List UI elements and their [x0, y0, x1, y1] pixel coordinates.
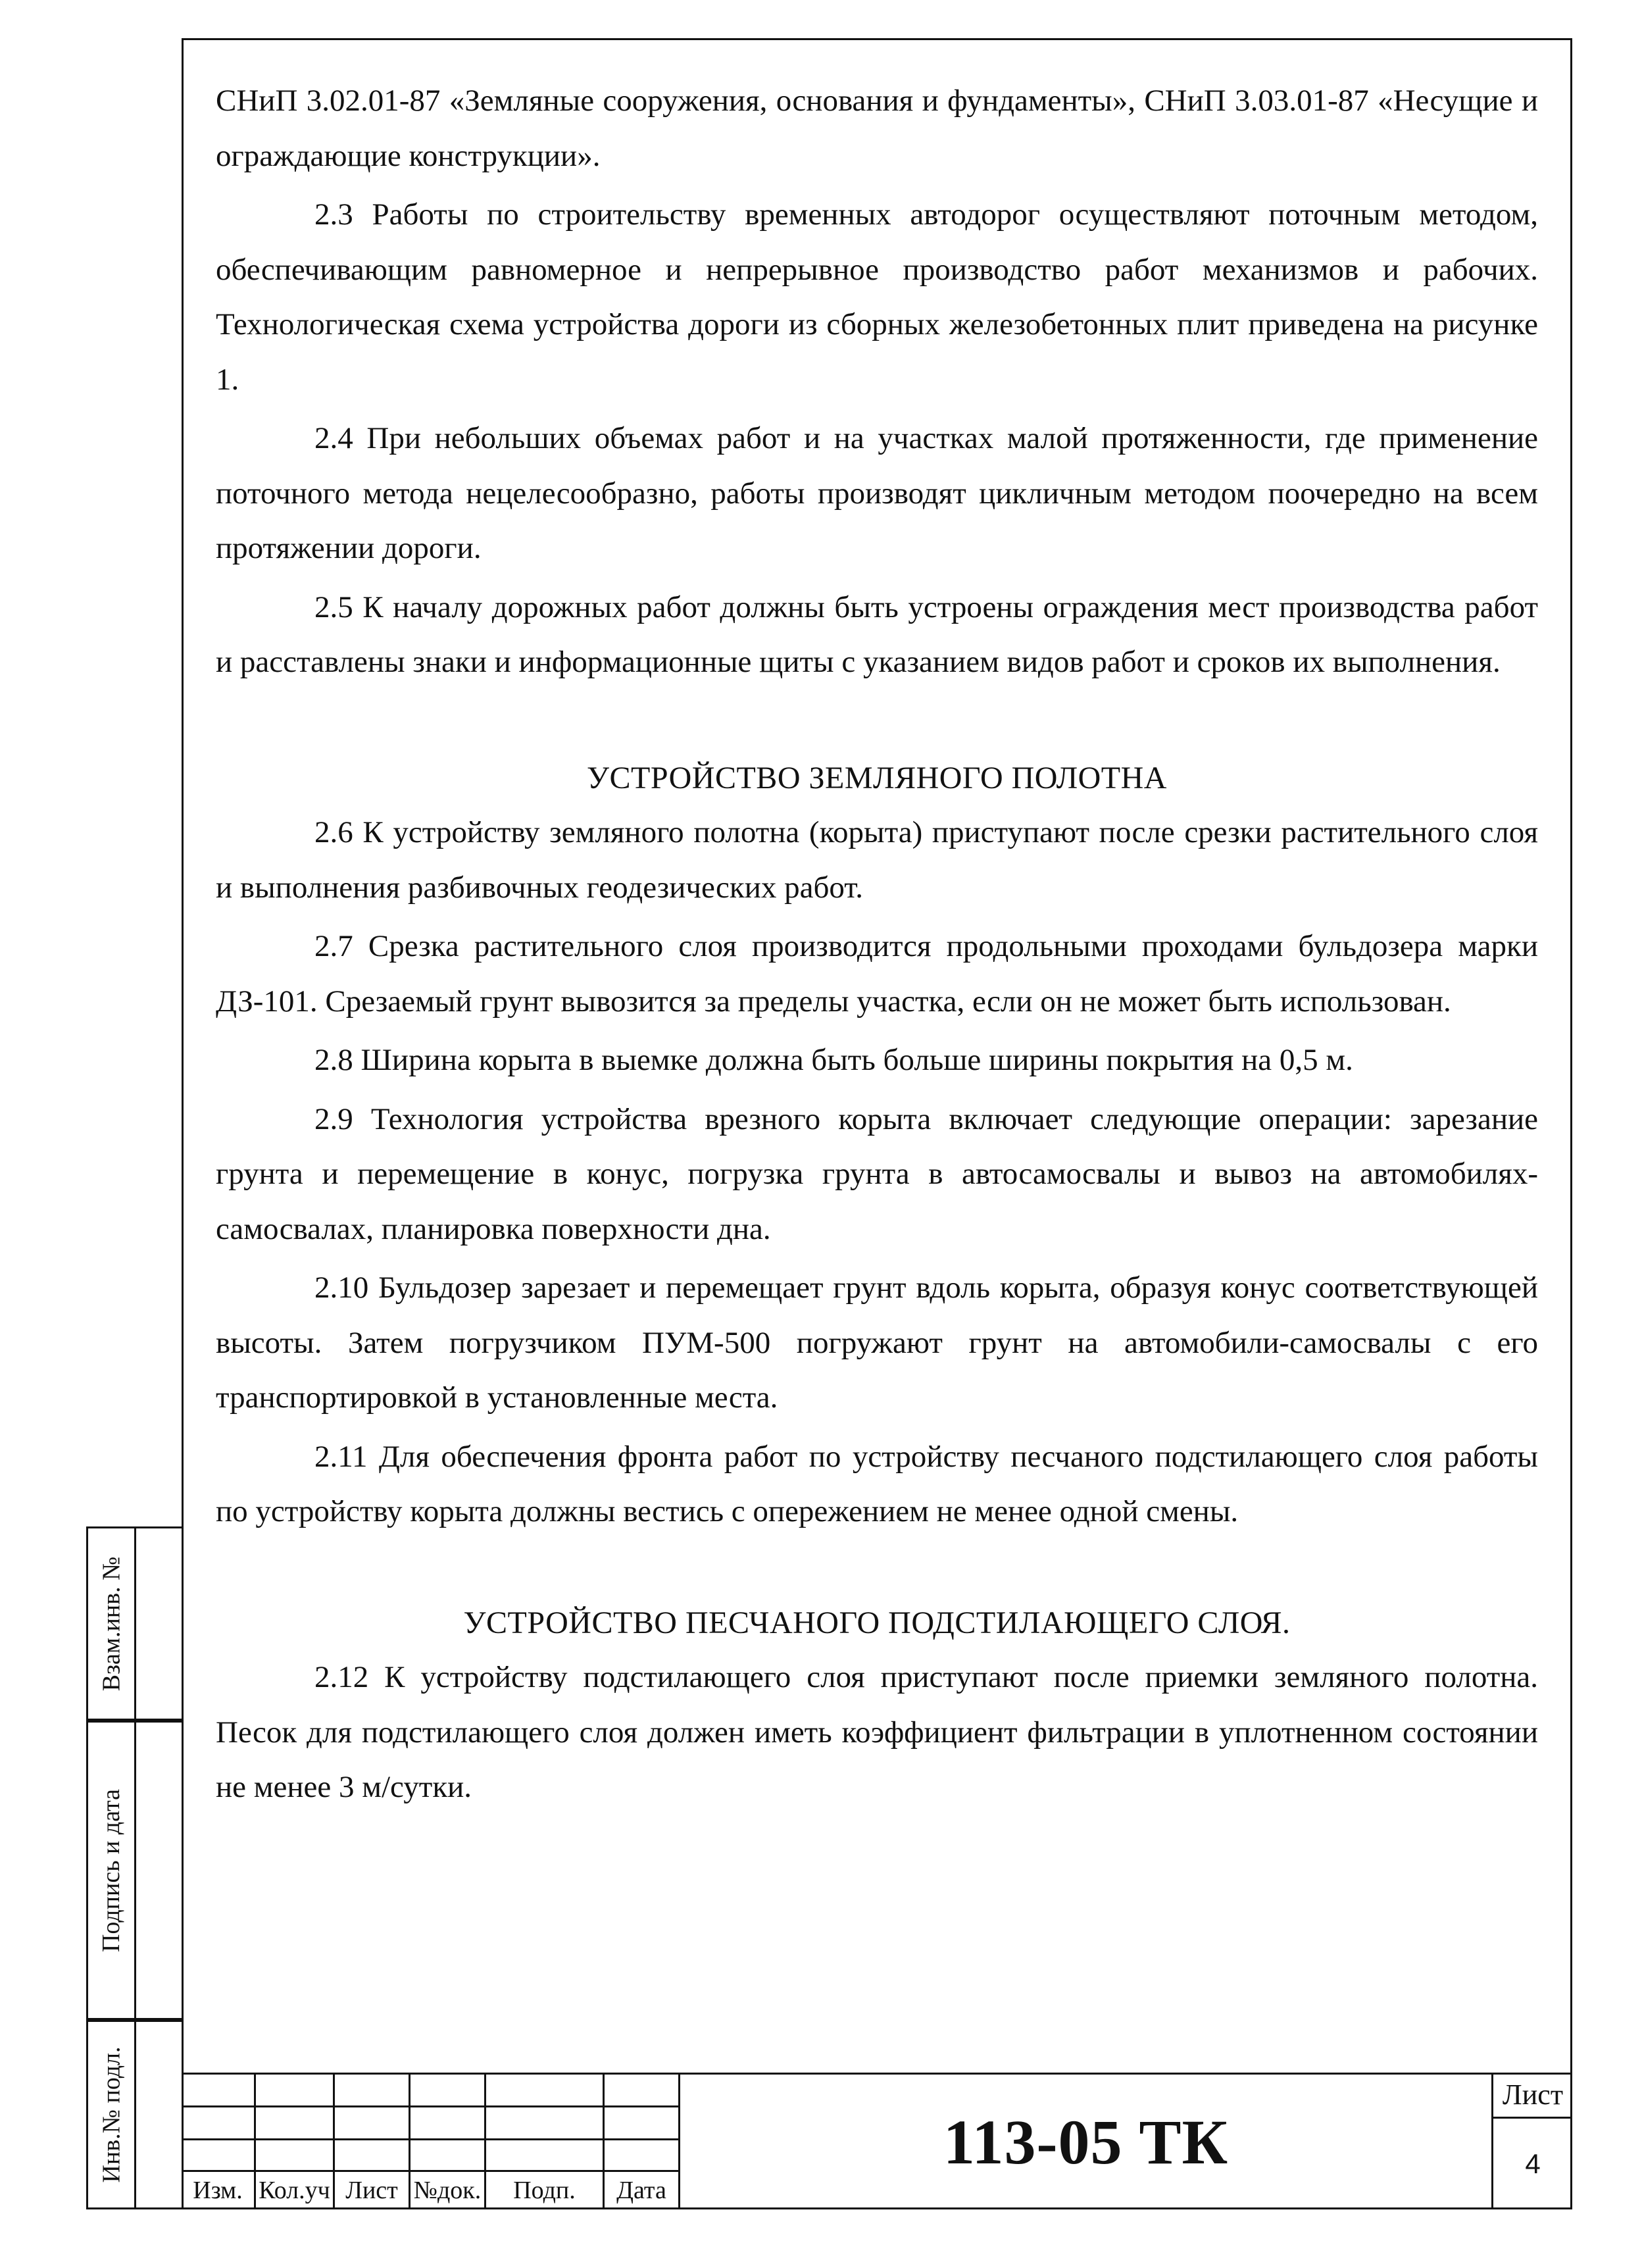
paragraph-intro: СНиП 3.02.01-87 «Земляные сооружения, основания и фундаменты», СНиП 3.03.01-87 «Несущие и ограждающие конструкции». — [216, 84, 1538, 173]
paragraph-2-7: 2.7 Срезка растительного слоя производится продольными проходами бульдозера марки ДЗ-101. Срезаемый грунт вывозится за пределы участка, если он не может быть использован. — [216, 929, 1538, 1019]
sheet-label: Лист — [1491, 2073, 1572, 2119]
title-block-col-docnum: №док. — [413, 2177, 482, 2204]
paragraph-2-8: 2.8 Ширина корыта в выемке должна быть больше ширины покрытия на 0,5 м. — [314, 1043, 1353, 1077]
title-block-col-sheet: Лист — [345, 2177, 398, 2204]
paragraph-2-4: 2.4 При небольших объемах работ и на участках малой протяженности, где применение поточного метода нецелесообразно, работы производят цикличным методом поочередно на всем протяжении дороги. — [216, 421, 1538, 565]
stamp-label-inventory: Инв.№ подл. — [97, 2046, 126, 2183]
title-block-col-date: Дата — [616, 2177, 666, 2204]
paragraph-2-12: 2.12 К устройству подстилающего слоя приступают после приемки земляного полотна. Песок для подстилающего слоя должен иметь коэффициент фильтрации в уплотненном состоянии не менее 3 м/сутки. — [216, 1660, 1538, 1804]
page-body — [216, 74, 1538, 1815]
stamp-label-signature: Подпись и дата — [97, 1788, 126, 1952]
document-code: 113-05 ТК — [943, 2106, 1229, 2177]
paragraph-2-9: 2.9 Технология устройства врезного корыта включает следующие операции: зарезание грунта и перемещение в конус, погрузка грунта в автосамосвалы и вывоз на автомобилях-самосвалах, планировка поверхности дна. — [216, 1101, 1538, 1246]
title-block — [182, 2073, 1572, 2209]
paragraph-2-11: 2.11 Для обеспечения фронта работ по устройству песчаного подстилающего слоя работы по устройству корыта должны вестись с опережением не менее одной смены. — [216, 1439, 1538, 1528]
stamp-original-inventory — [86, 2020, 182, 2209]
section-heading-sand-layer: УСТРОЙСТВО ПЕСЧАНОГО ПОДСТИЛАЮЩЕГО СЛОЯ. — [463, 1605, 1291, 1640]
stamp-signature-date — [86, 1721, 182, 2020]
paragraph-2-10: 2.10 Бульдозер зарезает и перемещает грунт вдоль корыта, образуя конус соответствующей высоты. Затем погрузчиком ПУМ-500 погружают грунт на автомобили-самосвалы с его транспортировкой в установленные места. — [216, 1271, 1538, 1415]
paragraph-2-3: 2.3 Работы по строительству временных автодорог осуществляют поточным методом, обеспечивающим равномерное и непрерывное производство работ механизмов и рабочих. Технологическая схема устройства дороги из сборных железобетонных плит приведена на рисунке 1. — [216, 197, 1538, 397]
stamp-label-replacement: Взам.инв. № — [97, 1556, 126, 1691]
paragraph-2-5: 2.5 К началу дорожных работ должны быть устроены ограждения мест производства работ и расставлены знаки и информационные щиты с указанием видов работ и сроков их выполнения. — [216, 590, 1538, 679]
title-block-col-change: Изм. — [193, 2177, 243, 2204]
sheet-number: 4 — [1491, 2119, 1572, 2209]
paragraph-2-6: 2.6 К устройству земляного полотна (корыта) приступают после срезки растительного слоя и выполнения разбивочных геодезических работ. — [216, 815, 1538, 905]
title-block-col-signature: Подп. — [513, 2177, 576, 2204]
stamp-replacement-inventory — [86, 1526, 182, 1721]
title-block-col-count: Кол.уч — [259, 2177, 330, 2204]
section-heading-earthwork: УСТРОЙСТВО ЗЕМЛЯНОГО ПОЛОТНА — [587, 760, 1167, 795]
